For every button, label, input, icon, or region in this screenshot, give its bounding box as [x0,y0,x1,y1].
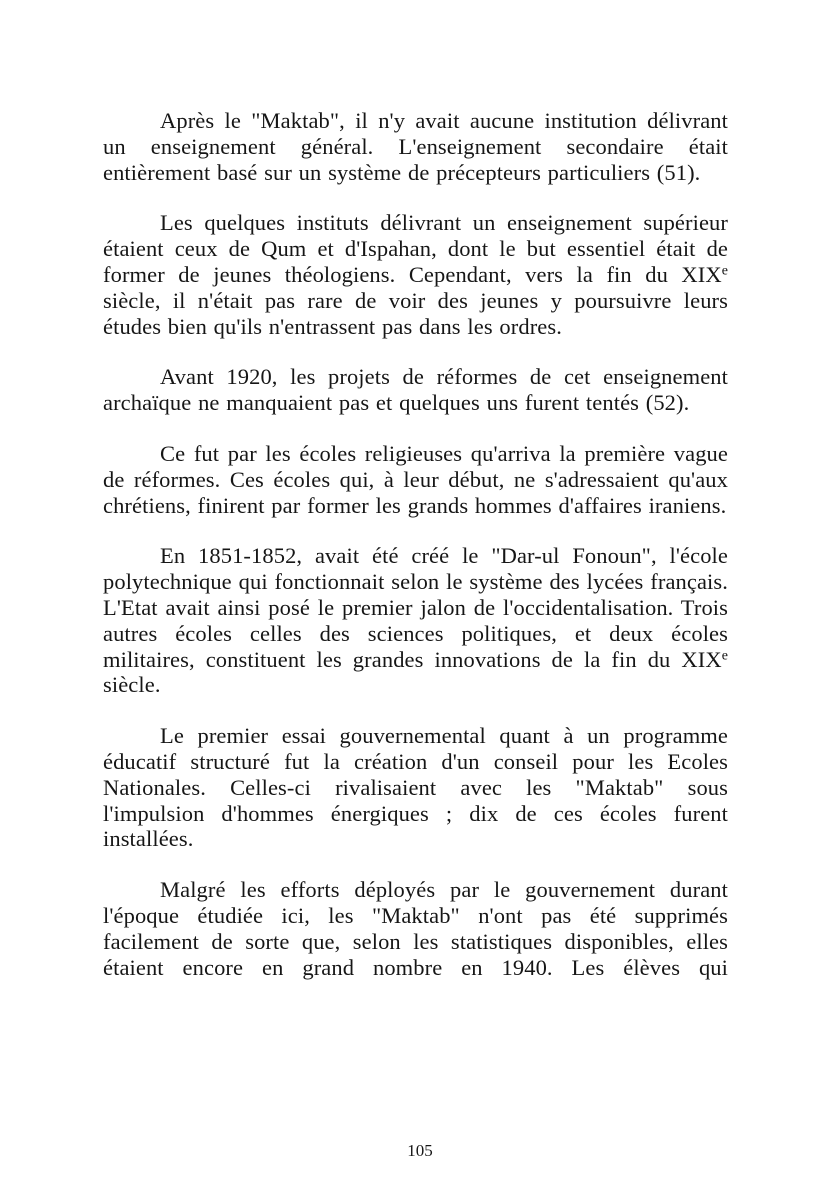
century-superscript: e [721,263,728,279]
paragraph-4-text: Ce fut par les écoles religieuses qu'arriva la première vague de réformes. Ces écoles qui, à leur début, ne s'adressaient qu'aux chrétiens, finirent par former les grands hommes d'affaires iraniens. [103,440,728,518]
paragraph-4 [103,441,728,518]
paragraph-1 [103,108,728,185]
body-text [103,108,728,980]
paragraph-6 [103,723,728,852]
paragraph-7 [103,877,728,980]
paragraph-7-text: Malgré les efforts déployés par le gouvernement durant l'époque étudiée ici, les "Maktab" n'ont pas été supprimés facilement de sorte que, selon les statistiques disponibles, elles étaient encore en grand nombre en 1940. Les élèves qui [103,877,728,980]
paragraph-2-text-b: siècle, il n'était pas rare de voir des jeunes y poursuivre leurs études bien qu'ils n'entrassent pas dans les ordres. [103,287,728,339]
paragraph-2 [103,210,728,339]
paragraph-3-text: Avant 1920, les projets de réformes de cet enseignement archaïque ne manquaient pas et quelques uns furent tentés (52). [103,364,728,416]
paragraph-1-text: Après le "Maktab", il n'y avait aucune institution délivrant un enseignement général. L'enseignement secondaire était entièrement basé sur un système de précepteurs particuliers (51). [103,108,728,185]
paragraph-5 [103,543,728,698]
paragraph-6-text: Le premier essai gouvernemental quant à un programme éducatif structuré fut la création d'un conseil pour les Ecoles Nationales. Celles-ci rivalisaient avec les "Maktab" sous l'impulsion d'hommes énergiques ; dix de ces écoles furent installées. [103,723,728,852]
page-number: 105 [407,1141,433,1160]
century-superscript: e [721,647,728,663]
paragraph-5-text-a: En 1851-1852, avait été créé le "Dar-ul Fonoun", l'école polytechnique qui fonctionnait selon le système des lycées français. L'Etat avait ainsi posé le premier jalon de l'occidentalisation. Trois autres écoles celles des sciences politiques, et deux écoles militaires, constituent les grandes innovations de la fin du XIX [103,543,728,672]
paragraph-5-text-b: siècle. [103,672,161,698]
paragraph-3 [103,364,728,416]
paragraph-2-text-a: Les quelques instituts délivrant un enseignement supérieur étaient ceux de Qum et d'Ispahan, dont le but essentiel était de former de jeunes théologiens. Cependant, vers la fin du XIX [103,210,728,287]
